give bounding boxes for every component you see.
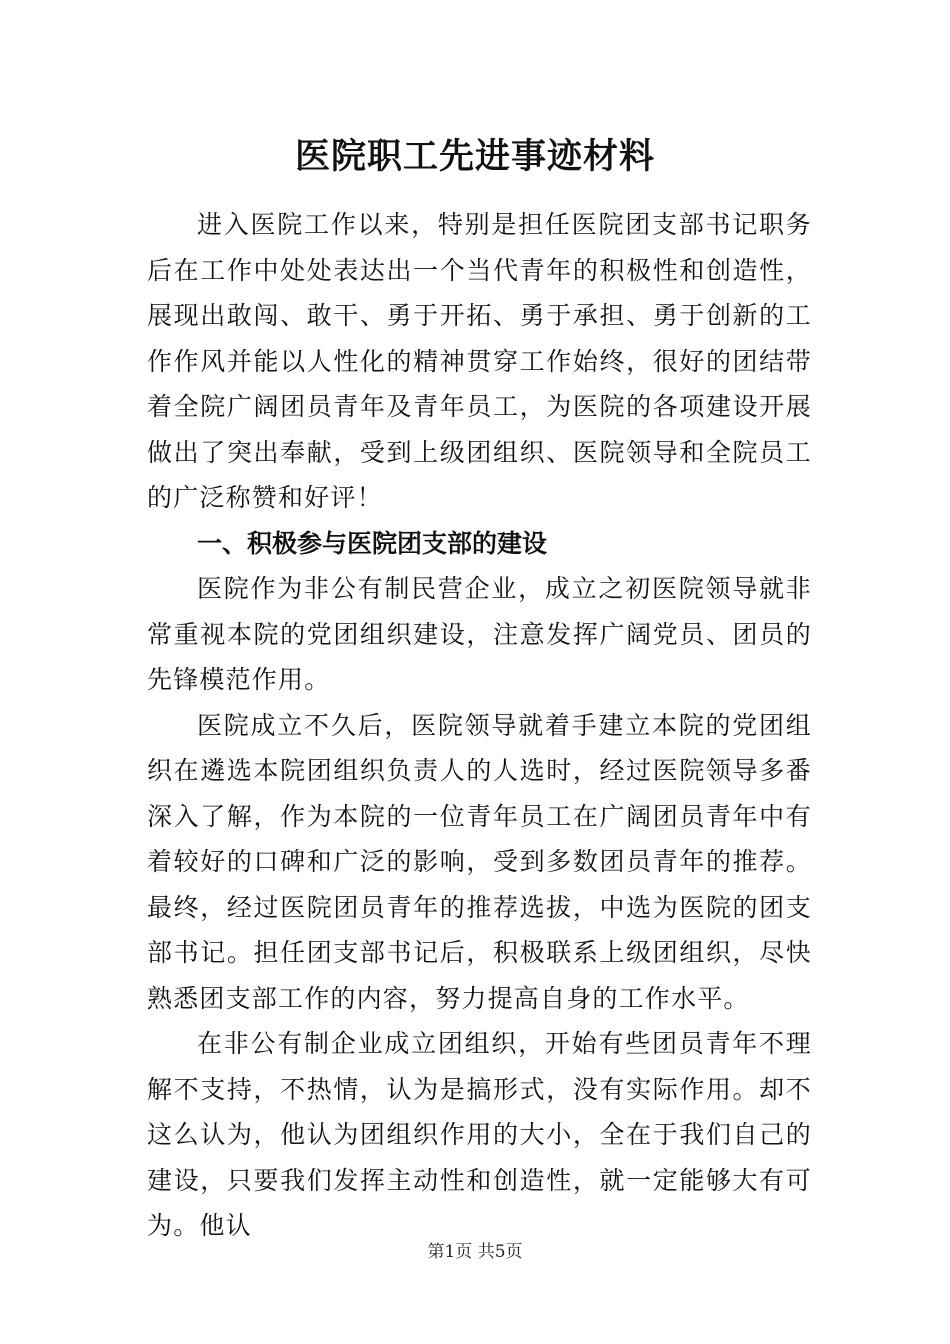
body-paragraph-1: 医院作为非公有制民营企业，成立之初医院领导就非常重视本院的党团组织建设，注意发挥广阔党员、团员的先锋模范作用。 [147, 574, 812, 694]
document-title: 医院职工先进事迹材料 [294, 136, 655, 177]
document-body [147, 202, 812, 1249]
body-paragraph-2: 医院成立不久后，医院领导就着手建立本院的党团组织在遴选本院团组织负责人的人选时，经过医院领导多番深入了解，作为本院的一位青年员工在广阔团员青年中有着较好的口碑和广泛的影响，受到多数团员青年的推荐。最终，经过医院团员青年的推荐选拔，中选为医院的团支部书记。担任团支部书记后，积极联系上级团组织，尽快熟悉团支部工作的内容，努力提高自身的工作水平。 [147, 710, 812, 1013]
page-footer: 第1页 共5页 [427, 1242, 523, 1262]
body-paragraph-3: 在非公有制企业成立团组织，开始有些团员青年不理解不支持，不热情，认为是搞形式，没有实际作用。却不这么认为，他认为团组织作用的大小，全在于我们自己的建设，只要我们发挥主动性和创造性，就一定能够大有可为。他认 [147, 1029, 812, 1240]
section-heading: 一、积极参与医院团支部的建设 [197, 528, 548, 558]
intro-paragraph: 进入医院工作以来，特别是担任医院团支部书记职务后在工作中处处表达出一个当代青年的积极性和创造性，展现出敢闯、敢干、勇于开拓、勇于承担、勇于创新的工作作风并能以人性化的精神贯穿工作始终，很好的团结带着全院广阔团员青年及青年员工，为医院的各项建设开展做出了突出奉献，受到上级团组织、医院领导和全院员工的广泛称赞和好评！ [147, 210, 812, 512]
